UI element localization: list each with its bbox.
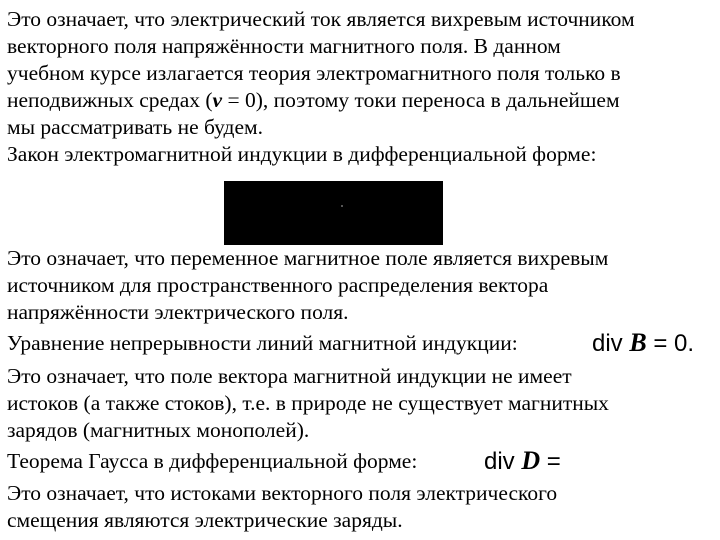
text-line: смещения являются электрические заряды. xyxy=(7,508,403,532)
text-fragment: неподвижных средах ( xyxy=(7,88,213,112)
formula-rest: = 0. xyxy=(646,330,695,357)
text-fragment: = 0), поэтому токи переноса в дальнейшем xyxy=(222,88,620,112)
text-line: Это означает, что переменное магнитное поле является вихревым xyxy=(7,246,609,270)
text-line: зарядов (магнитных монополей). xyxy=(7,418,310,442)
gauss-label: Теорема Гаусса в дифференциальной форме: xyxy=(7,449,418,473)
text-line: Это означает, что электрический ток является вихревым источником xyxy=(7,7,635,31)
text-line: учебном курсе излагается теория электромагнитного поля только в xyxy=(7,61,621,85)
text-line: напряжённости электрического поля. xyxy=(7,300,349,324)
faraday-heading: Закон электромагнитной индукции в дифференциальной форме: xyxy=(7,142,597,166)
continuity-label: Уравнение непрерывности линий магнитной индукции: xyxy=(7,331,518,355)
text-line: Это означает, что поле вектора магнитной индукции не имеет xyxy=(7,364,572,388)
faraday-formula-image xyxy=(224,181,443,245)
formula-artifact xyxy=(341,205,343,207)
text-line: Это означает, что истоками векторного поля электрического xyxy=(7,481,558,505)
gauss-formula xyxy=(484,447,561,476)
formula-rest: = xyxy=(540,448,561,475)
div-operator: div xyxy=(484,448,522,475)
div-operator: div xyxy=(592,330,630,357)
vector-b: B xyxy=(629,328,647,357)
velocity-variable: v xyxy=(212,88,223,112)
text-line: мы рассматривать не будем. xyxy=(7,115,263,139)
continuity-formula xyxy=(592,329,694,358)
text-line: истоков (а также стоков), т.е. в природе не существует магнитных xyxy=(7,391,609,415)
text-line: источником для пространственного распределения вектора xyxy=(7,273,549,297)
text-line: векторного поля напряжённости магнитного поля. В данном xyxy=(7,34,561,58)
vector-d: D xyxy=(521,446,541,475)
text-line xyxy=(7,87,620,114)
